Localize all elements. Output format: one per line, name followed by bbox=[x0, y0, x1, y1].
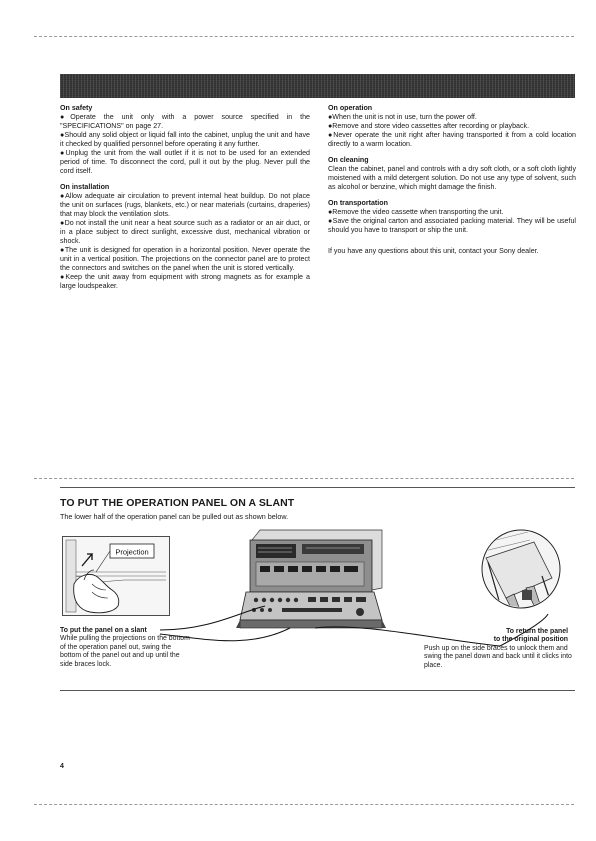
installation-heading: On installation bbox=[60, 183, 110, 191]
operation-section bbox=[328, 104, 576, 149]
transportation-item: ●Save the original carton and associated packing material. They will be useful should you have to transport or ship the unit. bbox=[328, 217, 576, 234]
safety-item: ●Unplug the unit from the wall outlet if it is not to be used for an extended period of time. To disconnect the cord, pull it out by the plug. Never pull the cord itself. bbox=[60, 149, 310, 175]
section-top-rule bbox=[60, 487, 575, 488]
cleaning-text: Clean the cabinet, panel and controls with a dry soft cloth, or a soft cloth lightly moistened with a mild detergent solution. Do not use any type of solvent, such as alcohol or benzine, which might damage the finish. bbox=[328, 165, 576, 191]
operation-heading: On operation bbox=[328, 104, 373, 112]
contact-section bbox=[328, 247, 576, 256]
return-position-caption bbox=[430, 628, 568, 645]
left-column bbox=[60, 104, 310, 298]
safety-item: ●Should any solid object or liquid fall into the cabinet, unplug the unit and have it checked by qualified personnel before operating it any further. bbox=[60, 131, 310, 148]
put-on-slant-caption bbox=[60, 627, 190, 669]
operation-item: ●Never operate the unit right after having transported it from a cold location directly to a warm location. bbox=[328, 131, 576, 148]
cleaning-heading: On cleaning bbox=[328, 156, 369, 164]
top-dashed-rule bbox=[34, 36, 574, 37]
installation-item: ●Allow adequate air circulation to prevent internal heat buildup. Do not place the unit on surfaces (rugs, blankets, etc.) or near materials (curtains, draperies) that may block the ventilation slots. bbox=[60, 192, 310, 218]
right-column bbox=[328, 104, 576, 263]
projection-label: Projection bbox=[115, 547, 149, 557]
installation-item: ●The unit is designed for operation in a horizontal position. Never operate the unit in a vertical position. The projections on the connector panel are to protect the connectors and switches on the panel when the unit is stored vertically. bbox=[60, 246, 310, 272]
transportation-section bbox=[328, 199, 576, 235]
page-number: 4 bbox=[60, 763, 64, 770]
bottom-dashed-rule bbox=[34, 804, 574, 805]
return-position-heading-1: To return the panel bbox=[506, 628, 568, 635]
installation-item: ●Keep the unit away from equipment with strong magnets as for example a large loudspeaker. bbox=[60, 273, 310, 290]
operation-item: ●Remove and store video cassettes after recording or playback. bbox=[328, 122, 530, 130]
safety-heading: On safety bbox=[60, 104, 93, 112]
transportation-item: ●Remove the video cassette when transporting the unit. bbox=[328, 208, 504, 216]
installation-section bbox=[60, 183, 310, 291]
side-brace-detail-illustration bbox=[480, 528, 562, 610]
operation-item: ●When the unit is not in use, turn the power off. bbox=[328, 113, 477, 121]
transportation-heading: On transportation bbox=[328, 199, 388, 207]
section-header-bar bbox=[60, 74, 575, 98]
put-on-slant-heading: To put the panel on a slant bbox=[60, 627, 147, 634]
return-position-heading-2: to the original position bbox=[493, 636, 568, 644]
safety-item: ●Operate the unit only with a power source specified in the "SPECIFICATIONS" on page 27. bbox=[60, 113, 310, 130]
slant-intro: The lower half of the operation panel can be pulled out as shown below. bbox=[60, 512, 289, 521]
return-position-text: Push up on the side braces to unlock them and swing the panel down and back until it clicks into place. bbox=[424, 645, 572, 669]
safety-section bbox=[60, 104, 310, 176]
section-bottom-rule bbox=[60, 690, 575, 691]
middle-dashed-rule bbox=[34, 478, 574, 479]
contact-text: If you have any questions about this unit, contact your Sony dealer. bbox=[328, 247, 539, 255]
cleaning-section bbox=[328, 156, 576, 192]
put-on-slant-text: While pulling the projections on the bottom of the operation panel out, swing the bottom of the panel out and up until the side braces lock. bbox=[60, 635, 190, 668]
installation-item: ●Do not install the unit near a heat source such as a radiator or an air duct, or in a place subject to direct sunlight, excessive dust, mechanical vibration or shock. bbox=[60, 219, 310, 245]
slant-title: TO PUT THE OPERATION PANEL ON A SLANT bbox=[60, 497, 295, 509]
